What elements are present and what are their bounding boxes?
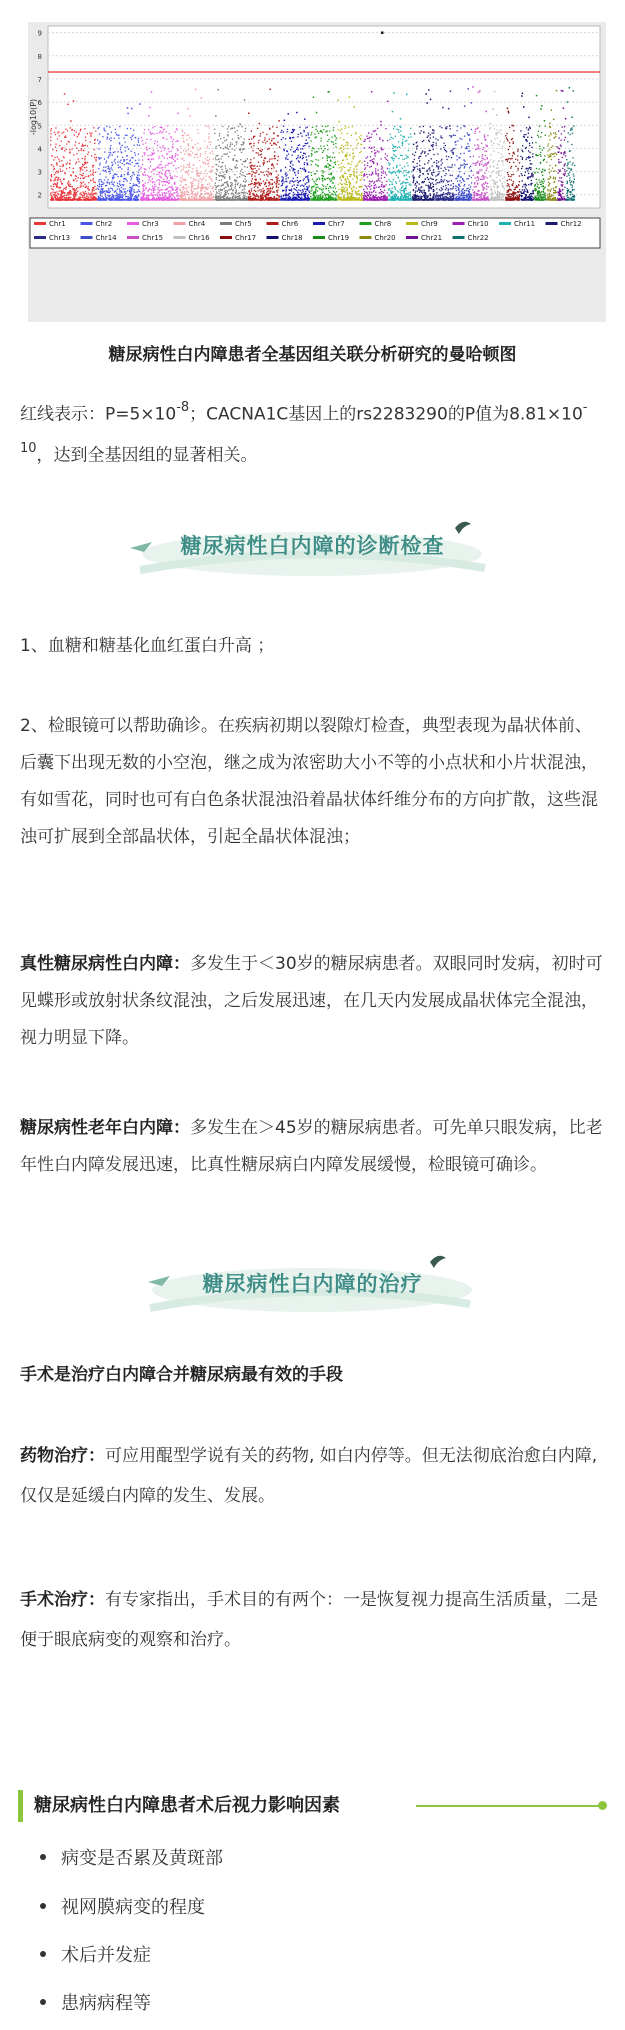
legend-label: Chr20 (374, 234, 396, 242)
legend-swatch (499, 222, 511, 225)
legend-swatch (220, 236, 232, 239)
factors-heading: 糖尿病性白内障患者术后视力影响因素 (18, 1788, 608, 1824)
list-item: 视网膜病变的程度 (40, 1893, 205, 1919)
y-tick-label: 7 (37, 75, 42, 84)
y-tick-label: 6 (37, 99, 42, 108)
legend-swatch (127, 236, 139, 239)
legend-label: Chr6 (281, 220, 299, 228)
legend-swatch (267, 222, 279, 225)
y-tick-label: 8 (37, 52, 42, 61)
list-item: 术后并发症 (40, 1941, 151, 1967)
swallow-icon (430, 1256, 446, 1268)
section-banner-treatment (0, 1250, 625, 1330)
legend-swatch (220, 222, 232, 225)
red-line-note: 红线表示：$P=5\times 10^{-8}$；CACNA1C基因上的rs2283290的P值为$8.81\times 10^{-10}$，达到全基因组的显著相关。 (20, 400, 588, 466)
legend-swatch (406, 236, 418, 239)
legend-label: Chr14 (95, 234, 117, 242)
legend-label: Chr19 (328, 234, 350, 242)
surgery-paragraph: 手术治疗：有专家指出，手术目的有两个：一是恢复视力提高生活质量，二是便于眼底病变的观察和治疗。 (20, 1590, 598, 1650)
surgery-label: 手术治疗： (20, 1590, 105, 1610)
manhattan-plot (28, 22, 606, 322)
legend-swatch (127, 222, 139, 225)
diagnosis-item-2: 2、检眼镜可以帮助确诊。在疾病初期以裂隙灯检查，典型表现为晶状体前、后囊下出现无数的小空泡，继之成为浓密助大小不等的小点状和小片状混浊，有如雪花，同时也可有白色条状混浊沿着晶状体纤维分布的方向扩散，这些混浊可扩展到全部晶状体，引起全晶状体混浊； (20, 716, 598, 847)
y-tick-label: 2 (37, 191, 42, 200)
y-tick-label: 3 (37, 168, 42, 177)
true-type-label: 真性糖尿病性白内障： (20, 954, 190, 974)
legend-swatch (34, 222, 46, 225)
legend-label: Chr15 (142, 234, 164, 242)
y-tick-label: 4 (37, 145, 42, 154)
drug-paragraph: 药物治疗：可应用醌型学说有关的药物, 如白内停等。但无法彻底治愈白内障, 仅仅是延缓白内障的发生、发展。 (20, 1446, 598, 1506)
legend-label: Chr16 (188, 234, 210, 242)
legend-label: Chr2 (95, 220, 113, 228)
legend-swatch (406, 222, 418, 225)
legend-label: Chr17 (235, 234, 257, 242)
legend-label: Chr11 (514, 220, 536, 228)
legend-label: Chr5 (235, 220, 252, 228)
list-item: 患病病程等 (40, 1989, 151, 2015)
senile-type-paragraph: 糖尿病性老年白内障：多发生在＞45岁的糖尿病患者。可先单只眼发病，比老年性白内障发展迅速，比真性糖尿病白内障发展缓慢，检眼镜可确诊。 (20, 1118, 603, 1175)
legend-swatch (360, 222, 372, 225)
legend-label: Chr9 (421, 220, 438, 228)
section-banner-diagnosis (0, 510, 625, 590)
legend-swatch (313, 222, 325, 225)
drug-label: 药物治疗： (20, 1446, 105, 1466)
figure-caption: 糖尿病性白内障患者全基因组关联分析研究的曼哈顿图 (108, 345, 517, 365)
legend-label: Chr21 (421, 234, 443, 242)
section-title: 糖尿病性白内障的诊断检查 (180, 534, 445, 558)
y-tick-label: 9 (37, 29, 42, 38)
legend-swatch (360, 236, 372, 239)
list-item: 病变是否累及黄斑部 (40, 1844, 223, 1870)
diagnosis-item-1: 1、血糖和糖基化血红蛋白升高 ； (20, 636, 275, 656)
legend-swatch (546, 222, 558, 225)
legend-label: Chr22 (467, 234, 489, 242)
legend-swatch (81, 236, 93, 239)
legend-swatch (174, 222, 186, 225)
legend-swatch (34, 236, 46, 239)
legend-label: Chr12 (560, 220, 582, 228)
y-axis-label: -log10(P) (29, 98, 38, 136)
legend-label: Chr1 (49, 220, 66, 228)
manhattan-plot-figure (28, 22, 606, 322)
section-title: 糖尿病性白内障的治疗 (202, 1272, 423, 1296)
legend-swatch (453, 236, 465, 239)
surgery-heading: 手术是治疗白内障合并糖尿病最有效的手段 (20, 1365, 343, 1385)
top-snp-point (381, 31, 384, 34)
legend-swatch (81, 222, 93, 225)
legend-swatch (453, 222, 465, 225)
legend-label: Chr13 (49, 234, 71, 242)
true-type-paragraph: 真性糖尿病性白内障：多发生于＜30岁的糖尿病患者。双眼同时发病，初时可见蝶形或放射状条纹混浊，之后发展迅速，在几天内发展成晶状体完全混浊，视力明显下降。 (20, 954, 603, 1048)
legend-label: Chr7 (328, 220, 345, 228)
legend-label: Chr18 (281, 234, 303, 242)
legend-label: Chr10 (467, 220, 489, 228)
legend-swatch (313, 236, 325, 239)
legend-label: Chr8 (374, 220, 392, 228)
legend-swatch (267, 236, 279, 239)
legend-label: Chr4 (188, 220, 206, 228)
senile-type-label: 糖尿病性老年白内障： (20, 1118, 190, 1138)
legend-label: Chr3 (142, 220, 159, 228)
legend-swatch (174, 236, 186, 239)
y-tick-label: 5 (37, 122, 42, 131)
